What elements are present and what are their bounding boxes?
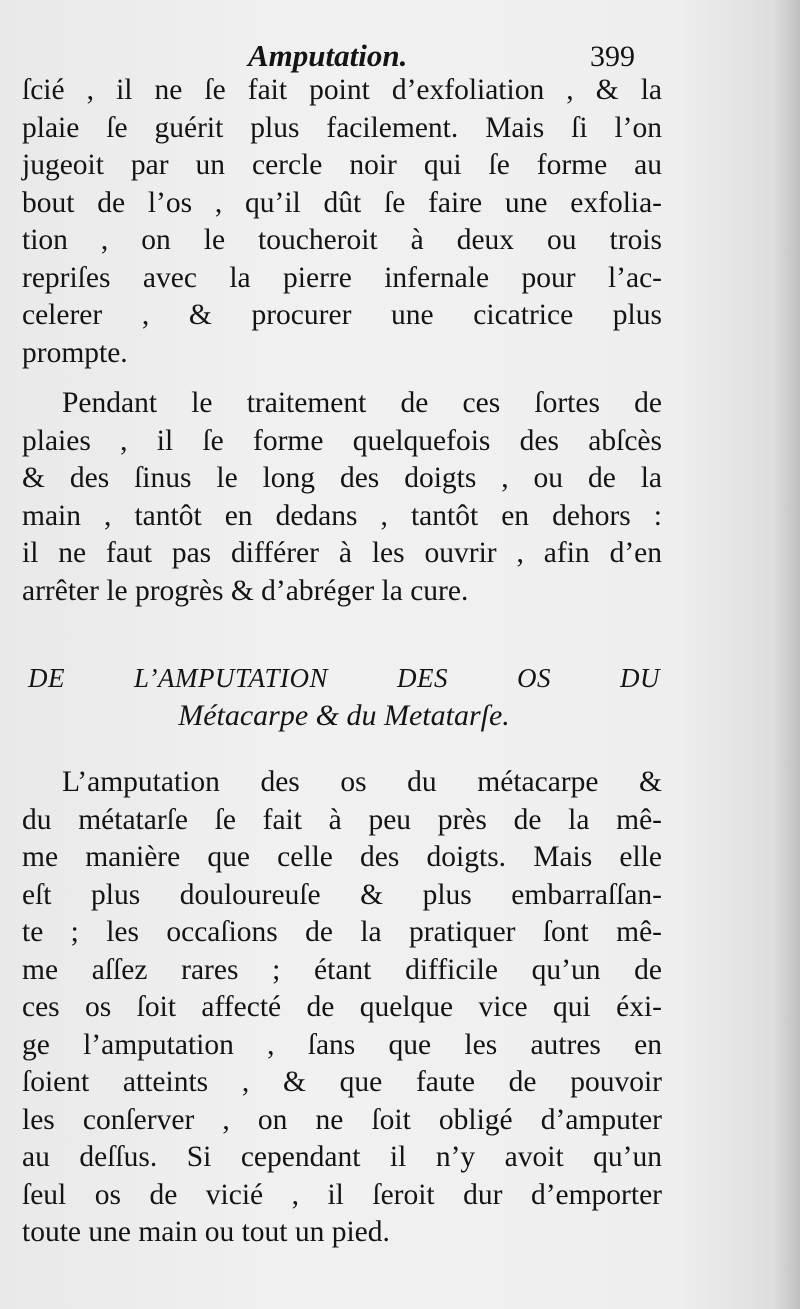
text-line: au deſſus. Si cependant il n’y avoit qu’un [22, 1141, 662, 1173]
text-line: L’amputation des os du métacarpe & [62, 766, 662, 798]
text-line: ſoient atteints , & que faute de pouvoir [22, 1066, 662, 1098]
paragraph-1 [22, 72, 662, 372]
running-title: Amputation. [248, 38, 408, 73]
text-line: celerer , & procurer une cicatrice plus [22, 299, 662, 331]
text-line: me aſſez rares ; étant difficile qu’un de [22, 953, 662, 986]
text-line: les conſerver , on ne ſoit obligé d’amputer [22, 1103, 662, 1136]
text-line: ge l’amputation , ſans que les autres en [22, 1028, 662, 1061]
text-line: prompte. [22, 336, 128, 369]
text-line: te ; les occaſions de la pratiquer ſont mê- [22, 916, 662, 948]
text-line: il ne faut pas différer à les ouvrir , afin d’en [22, 537, 662, 569]
text-line: repriſes avec la pierre infernale pour l’ac- [22, 261, 662, 294]
page-number: 399 [590, 40, 635, 73]
paragraph-3 [22, 764, 662, 1252]
text-line: toute une main ou tout un pied. [22, 1216, 390, 1248]
text-line: ſcié , il ne ſe fait point d’exfoliation , & la [22, 74, 662, 106]
paragraph-2 [22, 385, 662, 610]
text-line: plaies , il ſe forme quelquefois des abſcès [22, 424, 662, 457]
text-line: tion , on le toucheroit à deux ou trois [22, 224, 662, 256]
text-line: & des ſinus le long des doigts , ou de la [22, 462, 662, 494]
text-line: jugeoit par un cercle noir qui ſe forme au [22, 149, 662, 181]
text-line: eſt plus douloureuſe & plus embarraſſan- [22, 878, 662, 911]
text-line: plaie ſe guérit plus facilement. Mais ſi l’on [22, 111, 662, 144]
section-heading-line-2: Métacarpe & du Metatarſe. [178, 699, 510, 732]
text-line: du métatarſe ſe fait à peu près de la mê- [22, 803, 662, 836]
text-line: ces os ſoit affecté de quelque vice qui éxi- [22, 991, 662, 1023]
section-heading [28, 660, 660, 736]
text-line: arrêter le progrès & d’abréger la cure. [22, 574, 469, 607]
text-line: Pendant le traitement de ces ſortes de [62, 387, 662, 419]
text-line: bout de l’os , qu’il dût ſe faire une exfolia- [22, 186, 662, 219]
text-line: me manière que celle des doigts. Mais elle [22, 841, 662, 873]
section-heading-line-1: DE L’AMPUTATION DES OS DU [28, 663, 660, 693]
page-edge-shadow [774, 0, 800, 1309]
text-line: main , tantôt en dedans , tantôt en dehors : [22, 499, 662, 532]
text-line: ſeul os de vicié , il ſeroit dur d’emporter [22, 1178, 662, 1211]
